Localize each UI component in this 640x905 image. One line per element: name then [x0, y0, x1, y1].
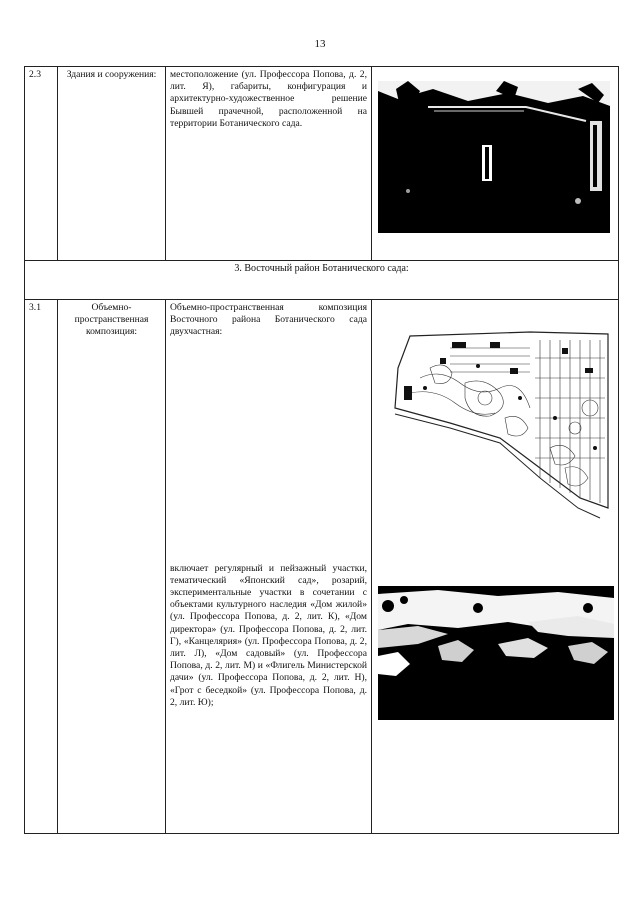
section-title: 3. Восточный район Ботанического сада: — [25, 261, 619, 300]
photo-cell — [372, 300, 619, 834]
garden-photo-graphic — [378, 586, 614, 720]
table-row — [25, 300, 619, 834]
row-number: 3.1 — [25, 300, 58, 834]
photo-cell — [372, 67, 619, 261]
building-photo-graphic — [378, 81, 610, 233]
garden-photo — [378, 586, 614, 720]
page-number: 13 — [314, 38, 326, 50]
garden-plan-map — [390, 328, 612, 524]
laundry-building-photo — [378, 81, 610, 233]
section-row — [25, 261, 619, 300]
row-name: Объемно-пространственная композиция: — [58, 300, 166, 834]
row-description-cell — [166, 300, 372, 834]
description-part-1: Объемно-пространственная композиция Восточного района Ботанического сада двухчастная: — [170, 302, 367, 338]
plan-map-graphic — [390, 328, 612, 524]
description-spacer — [170, 339, 367, 563]
description-part-2: включает регулярный и пейзажный участки, тематический «Японский сад», розарий, экспериментальные участки в сочетании с объектами культурного наследия «Дом жилой» (ул. Профессора Попова, д. 2, лит. К), «Дом директора» (ул. Профессора Попова, д. 2, лит. Г), «Канцелярия» (ул. Профессора Попова, д. 2, лит. Л), «Дом садовый» (ул. Профессора Попова, д. 2, лит. М) и «Флигель Министерской дачи» (ул. Профессора Попова, д. 2, лит. Н), «Грот с беседкой» (ул. Профессора Попова, д. 2, лит. Ю); — [170, 562, 367, 708]
register-table — [24, 66, 619, 834]
row-name: Здания и сооружения: — [58, 67, 166, 261]
row-number: 2.3 — [25, 67, 58, 261]
table-row — [25, 67, 619, 261]
row-description: местоположение (ул. Профессора Попова, д. 2, лит. Я), габариты, конфигурация и архитектурно-художественное решение Бывшей прачечной, расположенной на территории Ботанического сада. — [166, 67, 372, 261]
